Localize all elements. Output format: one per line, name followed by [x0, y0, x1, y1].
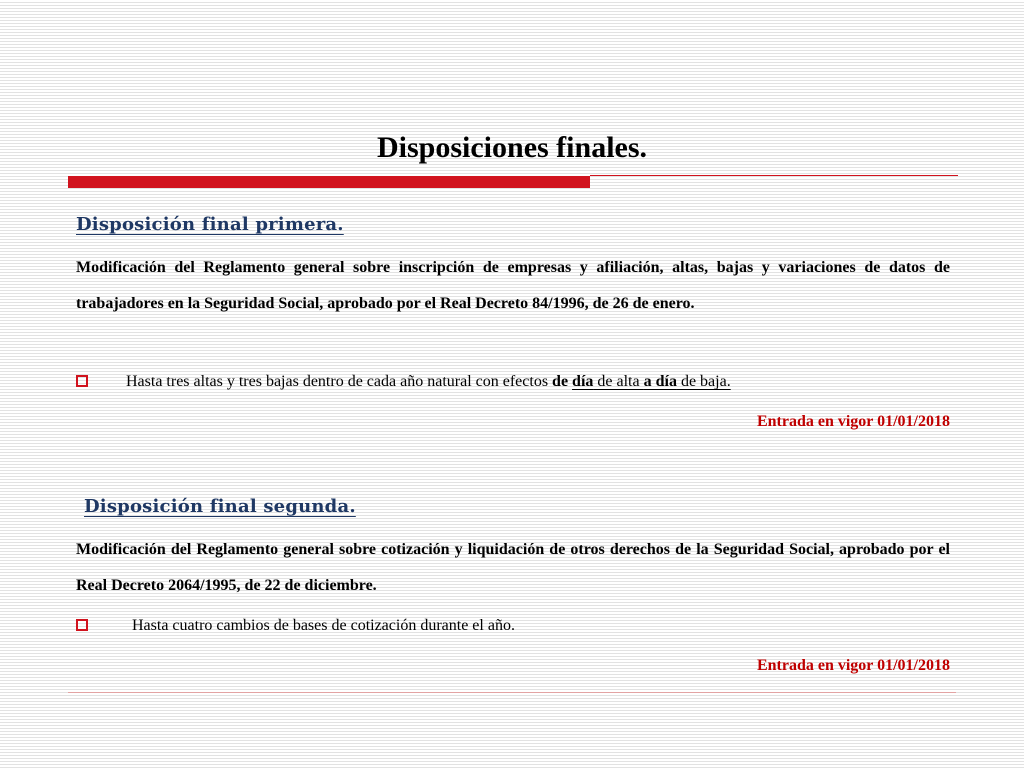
bullet-text-second: Hasta cuatro cambios de bases de cotización durante el año.	[132, 617, 515, 634]
bottom-divider	[68, 692, 956, 693]
section-heading-first: Disposición final primera.	[76, 214, 344, 235]
effective-date-first: Entrada en vigor 01/01/2018	[756, 413, 950, 430]
section-paragraph-second: Modificación del Reglamento general sobre cotización y liquidación de otros derechos de la Seguridad Social, aprobado por el Real Decreto 2064/1995, de 22 de diciembre.	[76, 541, 950, 594]
effective-date-second: Entrada en vigor 01/01/2018	[756, 657, 950, 674]
square-bullet-icon	[76, 375, 88, 387]
bullet-text-first: Hasta tres altas y tres bajas dentro de cada año natural con efectos de día de alta a día de baja.	[126, 373, 731, 390]
title-rule-thin	[590, 175, 958, 176]
section-heading-second: Disposición final segunda.	[84, 496, 356, 517]
square-bullet-icon	[76, 619, 88, 631]
section-paragraph-first: Modificación del Reglamento general sobre inscripción de empresas y afiliación, altas, bajas y variaciones de datos de trabajadores en la Seguridad Social, aprobado por el Real Decreto 84/1996, de 26 de enero.	[76, 259, 950, 312]
title-rule-thick	[68, 176, 590, 188]
slide-title: Disposiciones finales.	[376, 131, 648, 164]
